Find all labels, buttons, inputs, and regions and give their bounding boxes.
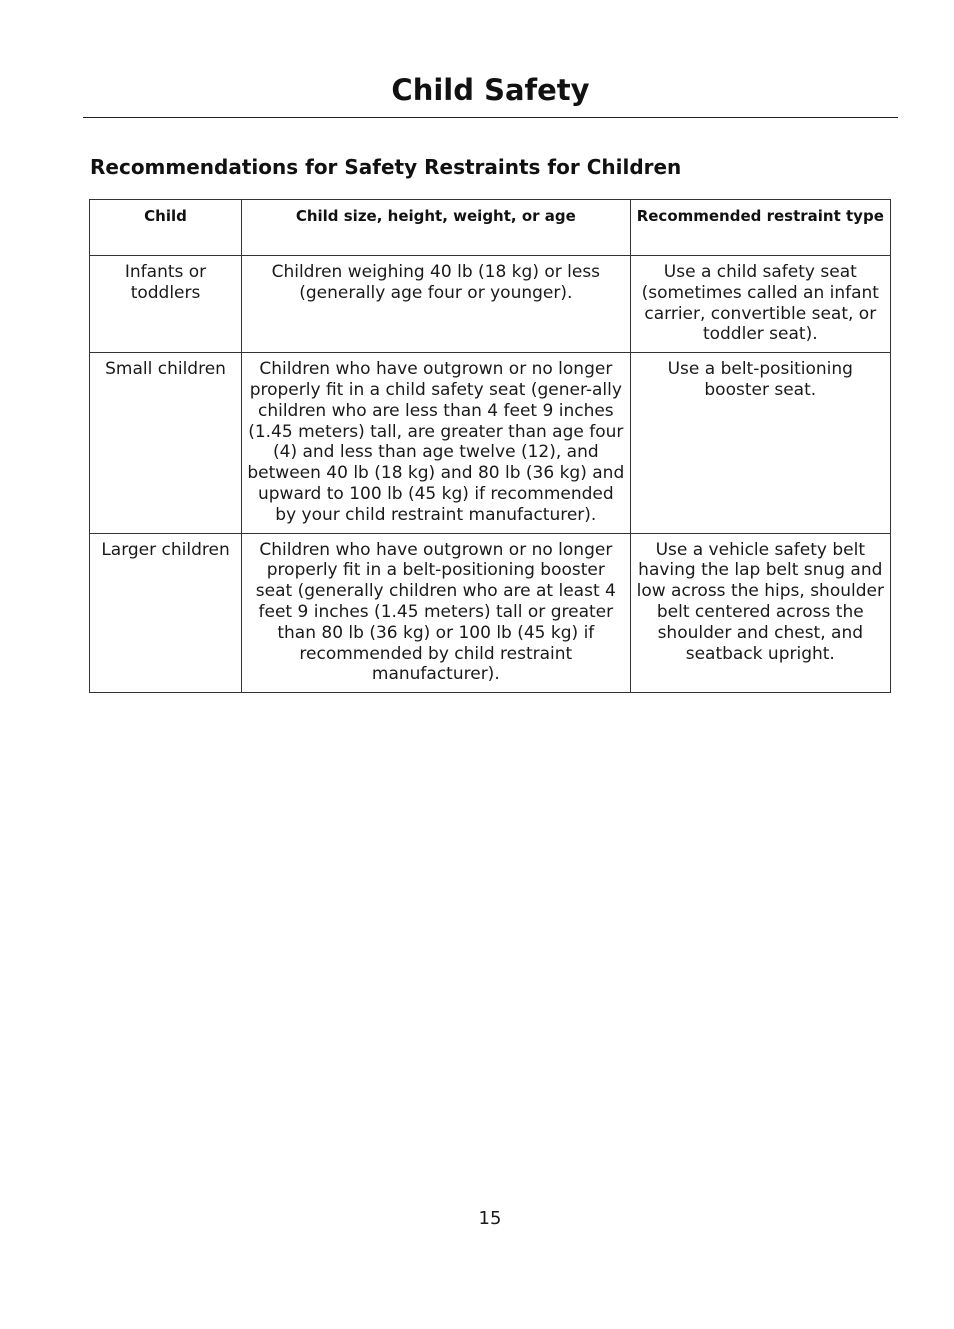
cell-size: Children who have outgrown or no longer properly fit in a belt-positioning booster seat (generally children who are at least 4 feet 9 inches (1.45 meters) tall or greater than 80 lb (36 kg) or 100 lb (45 kg) if recommended by child restraint manufacturer). <box>242 533 631 693</box>
table-row <box>90 533 891 693</box>
column-header-child: Child <box>90 200 242 256</box>
table-row <box>90 256 891 353</box>
page-title: Child Safety <box>391 73 590 107</box>
section-heading: Recommendations for Safety Restraints for Children <box>90 155 682 179</box>
cell-child: Small children <box>90 353 242 533</box>
cell-restraint: Use a vehicle safety belt having the lap belt snug and low across the hips, shoulder belt centered across the shoulder and chest, and seatback upright. <box>630 533 890 693</box>
table-header-row <box>90 200 891 256</box>
table-row <box>90 353 891 533</box>
cell-restraint: Use a belt-positioning booster seat. <box>630 353 890 533</box>
cell-child: Larger children <box>90 533 242 693</box>
column-header-size: Child size, height, weight, or age <box>242 200 631 256</box>
page-number: 15 <box>478 1208 502 1229</box>
cell-child: Infants or toddlers <box>90 256 242 353</box>
cell-size: Children weighing 40 lb (18 kg) or less (generally age four or younger). <box>242 256 631 353</box>
cell-size: Children who have outgrown or no longer properly fit in a child safety seat (gener-ally children who are less than 4 feet 9 inches (1.45 meters) tall, are greater than age four (4) and less than age twelve (12), and between 40 lb (18 kg) and 80 lb (36 kg) and upward to 100 lb (45 kg) if recommended by your child restraint manufacturer). <box>242 353 631 533</box>
cell-restraint: Use a child safety seat (sometimes called an infant carrier, convertible seat, or toddler seat). <box>630 256 890 353</box>
title-divider <box>83 117 898 118</box>
column-header-restraint-type: Recommended restraint type <box>630 200 890 256</box>
restraint-recommendations-table <box>89 199 891 693</box>
